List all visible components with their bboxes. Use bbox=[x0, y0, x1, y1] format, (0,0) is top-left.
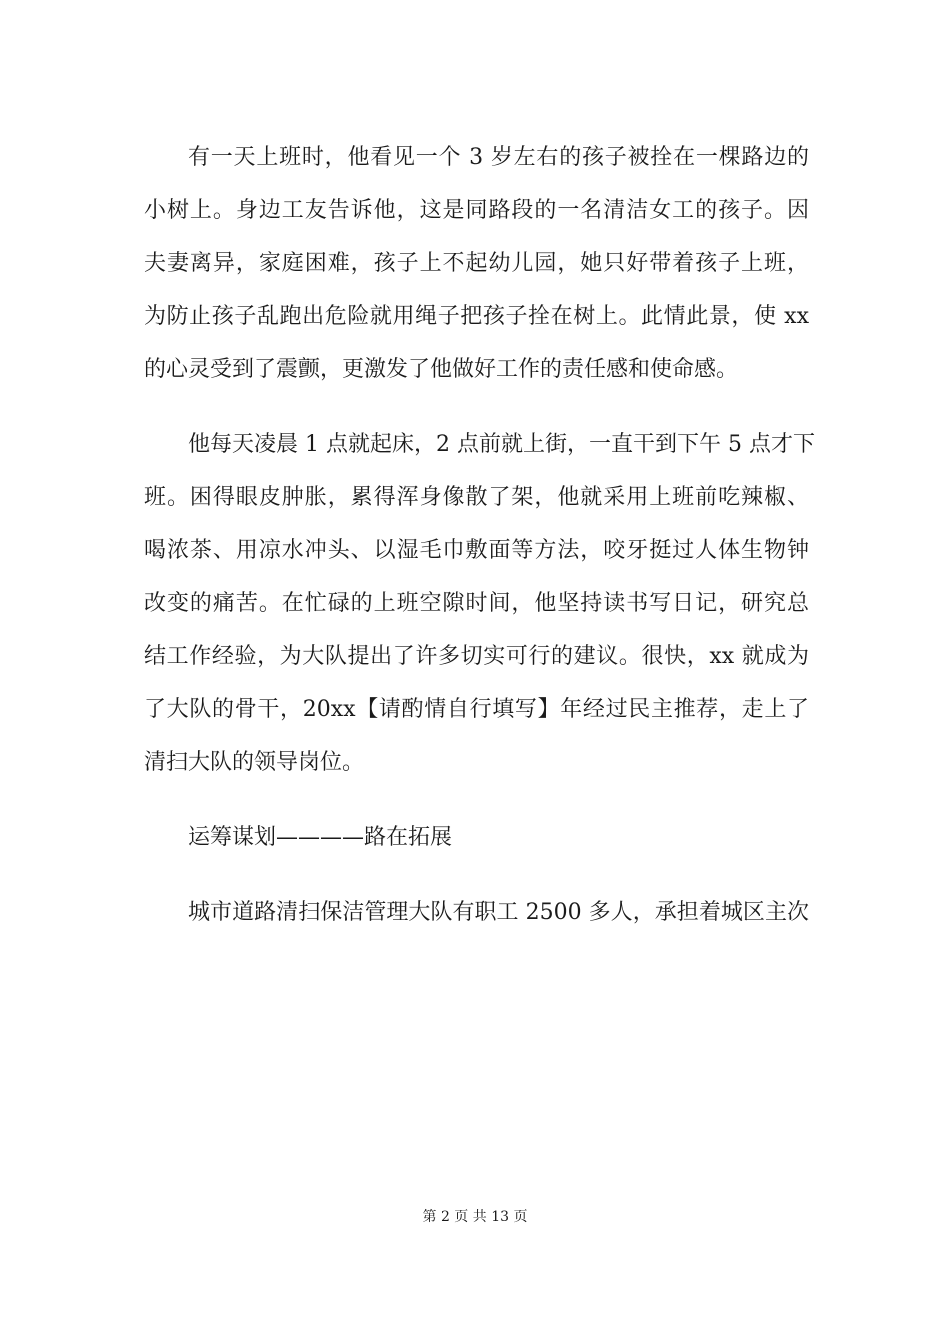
paragraph-1-line-1: 有一天上班时，他看见一个 3 岁左右的孩子被拴在一棵路边的 bbox=[188, 145, 809, 170]
paragraph-1-line-5: 的心灵受到了震颤，更激发了他做好工作的责任感和使命感。 bbox=[144, 357, 739, 382]
paragraph-2-line-6: 了大队的骨干，20xx【请酌情自行填写】年经过民主推荐，走上了 bbox=[144, 697, 809, 722]
paragraph-gap bbox=[144, 789, 809, 811]
paragraph-2-line-5: 结工作经验，为大队提出了许多切实可行的建议。很快，xx 就成为 bbox=[144, 644, 809, 669]
paragraph-2-line-1: 他每天凌晨 1 点就起床，2 点前就上街，一直干到下午 5 点才下 bbox=[188, 432, 815, 457]
paragraph-2-line-3: 喝浓茶、用凉水冲头、以湿毛巾敷面等方法，咬牙挺过人体生物钟 bbox=[144, 538, 809, 563]
paragraph-3-line-1: 城市道路清扫保洁管理大队有职工 2500 多人，承担着城区主次 bbox=[188, 900, 809, 925]
body-text bbox=[144, 131, 815, 939]
paragraph-1-line-2: 小树上。身边工友告诉他，这是同路段的一名清洁女工的孩子。因 bbox=[144, 198, 809, 223]
paragraph-2-line-4: 改变的痛苦。在忙碌的上班空隙时间，他坚持读书写日记，研究总 bbox=[144, 591, 809, 616]
page-number-footer: 第 2 页 共 13 页 bbox=[422, 1209, 528, 1225]
section-heading: 运筹谋划————路在拓展 bbox=[188, 825, 453, 850]
paragraph-gap bbox=[144, 864, 809, 886]
paragraph-1-line-3: 夫妻离异，家庭困难，孩子上不起幼儿园，她只好带着孩子上班， bbox=[144, 251, 809, 276]
paragraph-gap bbox=[144, 396, 809, 418]
paragraph-2-line-2: 班。困得眼皮肿胀，累得浑身像散了架，他就采用上班前吃辣椒、 bbox=[144, 485, 809, 510]
paragraph-2-line-7: 清扫大队的领导岗位。 bbox=[144, 750, 365, 775]
paragraph-1-line-4: 为防止孩子乱跑出危险就用绳子把孩子拴在树上。此情此景，使 xx bbox=[144, 304, 809, 329]
